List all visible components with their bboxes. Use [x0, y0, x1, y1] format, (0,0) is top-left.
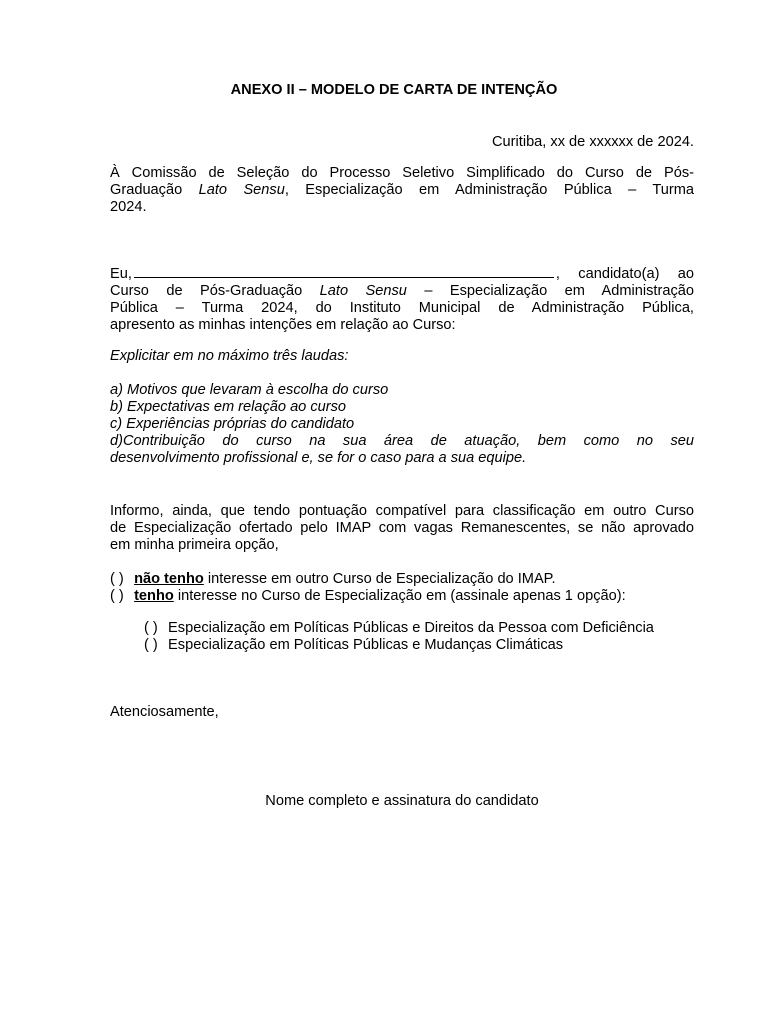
- sub-option-climate-checkbox[interactable]: ( ): [144, 637, 158, 653]
- intro-paragraph: [110, 264, 694, 334]
- signature-line: Nome completo e assinatura do candidato: [265, 793, 539, 809]
- inform-paragraph: [110, 503, 694, 554]
- sub-option-climate[interactable]: [144, 637, 563, 653]
- item-d: d)Contribuição do curso na sua área de atuação, bem como no seu: [110, 433, 694, 449]
- option-no-interest-checkbox[interactable]: ( ): [110, 571, 124, 587]
- option-no-interest-bold: não tenho: [134, 571, 204, 587]
- addressee-line-2: [110, 182, 694, 199]
- intro-after-blank: , candidato(a) ao: [555, 266, 694, 282]
- inform-line-2: de Especialização ofertado pelo IMAP com vagas Remanescentes, se não aprovado: [110, 520, 694, 536]
- intro-line-2: [110, 283, 694, 300]
- addressee-line-2-italic: Lato Sensu: [198, 182, 285, 198]
- inform-line-1: Informo, ainda, que tendo pontuação compatível para classificação em outro Curso: [110, 503, 694, 519]
- option-interest-bold: tenho: [134, 588, 174, 604]
- intro-eu: Eu,: [110, 266, 132, 282]
- intro-line-2-b: – Especialização em Administração: [406, 283, 694, 299]
- intro-line-4: apresento as minhas intenções em relação ao Curso:: [110, 317, 456, 333]
- option-interest[interactable]: [110, 588, 626, 604]
- option-interest-text: interesse no Curso de Especialização em (assinale apenas 1 opção):: [173, 588, 626, 604]
- closing: Atenciosamente,: [110, 704, 219, 720]
- sub-option-deficiency-text: Especialização em Políticas Públicas e Direitos da Pessoa com Deficiência: [164, 620, 654, 636]
- instruction-text: Explicitar em no máximo três laudas:: [110, 348, 349, 364]
- addressee-line-2-b: , Especialização em Administração Pública – Turma: [284, 182, 694, 198]
- intro-line-2-italic: Lato Sensu: [319, 283, 407, 299]
- addressee-line-3: 2024.: [110, 199, 147, 215]
- item-c: c) Experiências próprias do candidato: [110, 416, 355, 432]
- intro-line-1: [110, 264, 694, 283]
- option-no-interest[interactable]: [110, 571, 556, 587]
- date-line: Curitiba, xx de xxxxxx de 2024.: [492, 134, 694, 150]
- option-no-interest-text: interesse em outro Curso de Especialização do IMAP.: [203, 571, 556, 587]
- document-title: ANEXO II – MODELO DE CARTA DE INTENÇÃO: [230, 82, 558, 98]
- instruction: [110, 348, 694, 365]
- sub-option-climate-text: Especialização em Políticas Públicas e Mudanças Climáticas: [164, 637, 564, 653]
- sub-option-deficiency-checkbox[interactable]: ( ): [144, 620, 158, 636]
- items-list: [110, 382, 694, 467]
- item-a: a) Motivos que levaram à escolha do curso: [110, 382, 389, 398]
- intro-line-2-a: Curso de Pós-Graduação: [110, 283, 320, 299]
- intro-line-3: Pública – Turma 2024, do Instituto Municipal de Administração Pública,: [110, 300, 694, 316]
- name-blank-line: [134, 264, 554, 278]
- option-interest-checkbox[interactable]: ( ): [110, 588, 124, 604]
- sub-option-deficiency[interactable]: [144, 620, 654, 636]
- item-b: b) Expectativas em relação ao curso: [110, 399, 347, 415]
- addressee-paragraph: [110, 165, 694, 216]
- item-d-cont: desenvolvimento profissional e, se for o caso para a sua equipe.: [110, 450, 527, 466]
- addressee-line-2-a: Graduação: [110, 182, 199, 198]
- inform-line-3: em minha primeira opção,: [110, 537, 279, 553]
- addressee-line-1: À Comissão de Seleção do Processo Seletivo Simplificado do Curso de Pós-: [110, 165, 694, 181]
